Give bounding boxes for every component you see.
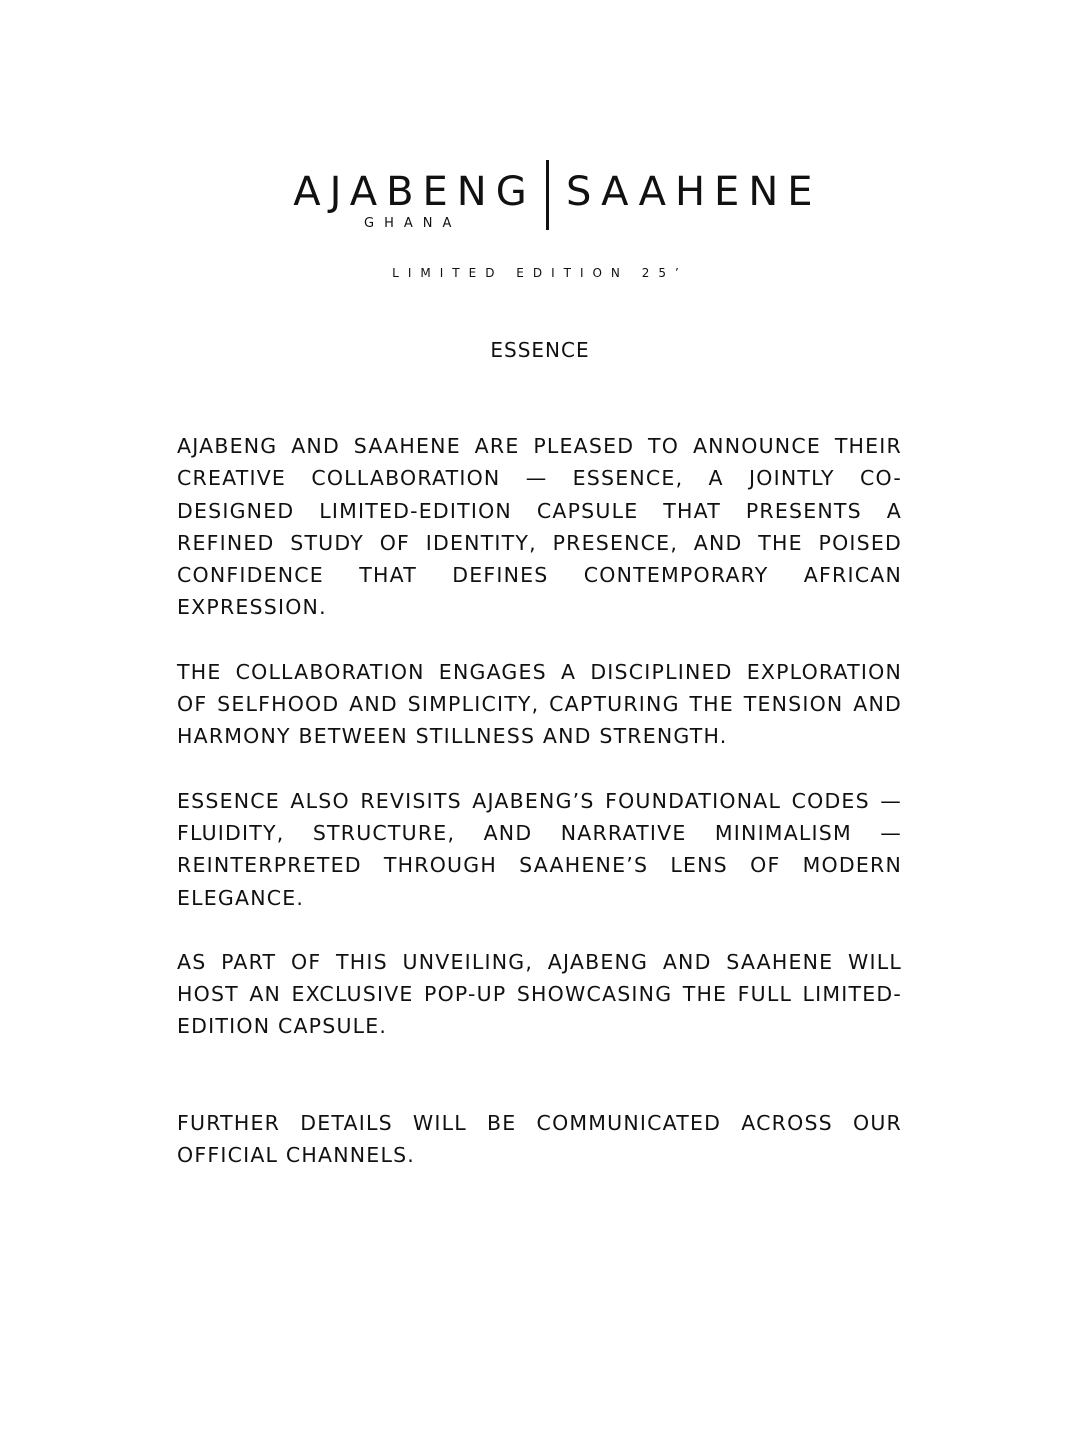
ajabeng-logo <box>282 169 538 231</box>
announcement-body <box>177 430 902 1171</box>
ajabeng-wordmark: AJABENG <box>293 169 536 215</box>
paragraph-intro: AJABENG AND SAAHENE ARE PLEASED TO ANNOUNCE THEIR CREATIVE COLLABORATION — ESSENCE, A JOINTLY CO-DESIGNED LIMITED-EDITION CAPSULE THAT PRESENTS A REFINED STUDY OF IDENTITY, PRESENCE, AND THE POISED CONFIDENCE THAT DEFINES CONTEMPORARY AFRICAN EXPRESSION. <box>177 434 902 620</box>
paragraph-further-details: FURTHER DETAILS WILL BE COMMUNICATED ACROSS OUR OFFICIAL CHANNELS. <box>177 1110 902 1168</box>
edition-label: LIMITED EDITION 25’ <box>392 266 688 280</box>
paragraph-collaboration: THE COLLABORATION ENGAGES A DISCIPLINED EXPLORATION OF SELFHOOD AND SIMPLICITY, CAPTURING THE TENSION AND HARMONY BETWEEN STILLNESS AND STRENGTH. <box>177 659 902 749</box>
logo-divider <box>546 160 549 230</box>
paragraph-codes: ESSENCE ALSO REVISITS AJABENG’S FOUNDATIONAL CODES — FLUIDITY, STRUCTURE, AND NARRATIVE MINIMALISM — REINTERPRETED THROUGH SAAHENE’S LENS OF MODERN ELEGANCE. <box>177 788 902 910</box>
paragraph-popup: AS PART OF THIS UNVEILING, AJABENG AND SAAHENE WILL HOST AN EXCLUSIVE POP-UP SHOWCASING THE FULL LIMITED-EDITION CAPSULE. <box>177 949 902 1039</box>
saahene-wordmark: SAAHENE <box>566 169 822 215</box>
page-title: ESSENCE <box>490 338 590 362</box>
brand-logo-lockup <box>0 160 1080 232</box>
ajabeng-location: GHANA <box>364 216 462 231</box>
